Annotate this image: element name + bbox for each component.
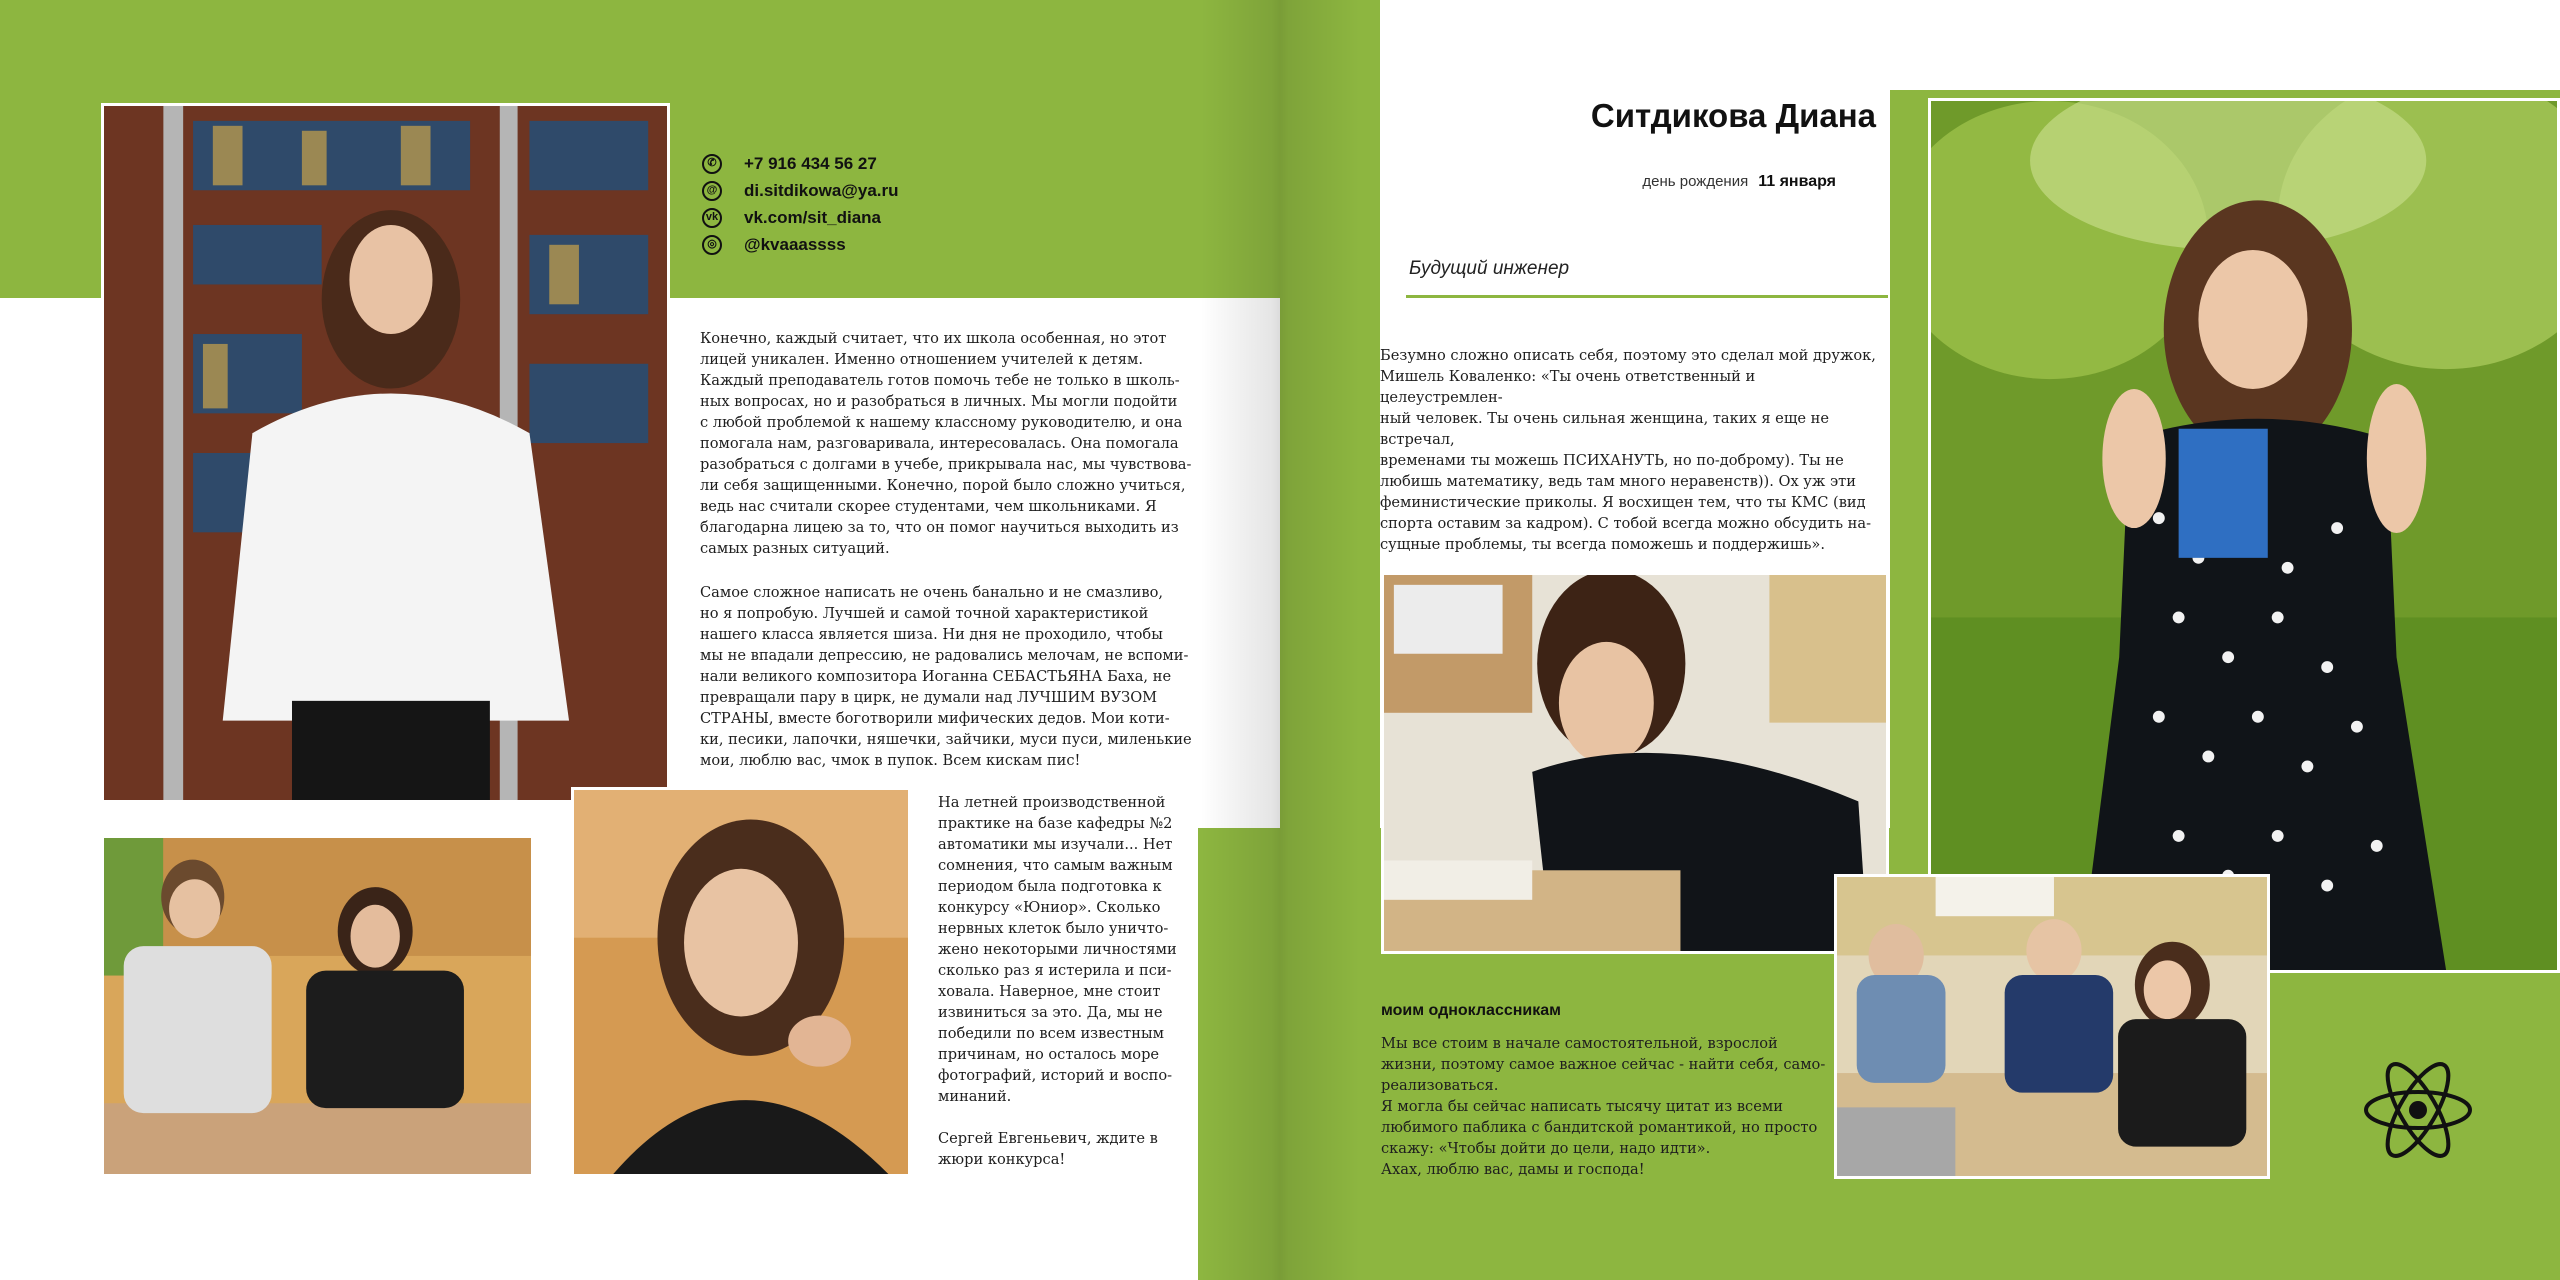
email-icon: @ (702, 181, 722, 201)
closing-note-text: Сергей Евгеньевич, ждите в жюри конкурса! (938, 1130, 1158, 1168)
contact-phone[interactable] (702, 150, 899, 177)
classmates-desk-photo (101, 835, 534, 1177)
thinking-girl-photo (1381, 572, 1889, 954)
birthday (1642, 173, 1836, 191)
practice-story-text: На летней производственной практике на базе кафедры №2 автоматики мы изучали... Нет сомнения, что самым важным периодом была подготовка к конкурсу «Юниор». Сколько нервных клеток было уничто- жено некоторыми личностями сколько раз я истерила и пси- ховала. Наверное, мне стоит извиниться за это. Да, мы не победили по всем известным причинам, но осталось море фотографий, историй и воспо- минаний. (938, 794, 1177, 1105)
contact-instagram-text[interactable]: @kvaaassss (744, 234, 846, 254)
phone-icon: ✆ (702, 154, 722, 174)
classmates-heading: моим одноклассникам (1381, 1002, 1561, 1019)
profession-underline (1406, 295, 1888, 298)
birthday-label: день рождения (1642, 173, 1749, 190)
contact-email[interactable] (702, 177, 899, 204)
group-desk-photo (1834, 874, 2270, 1179)
atom-icon (2362, 1060, 2474, 1160)
contact-vk[interactable] (702, 204, 899, 231)
girl-with-pen-photo (571, 787, 911, 1177)
library-portrait-photo (101, 103, 670, 803)
outdoor-portrait-photo (1928, 98, 2560, 973)
student-name: Ситдикова Диана (1590, 97, 1876, 134)
right-top-white (1380, 0, 2560, 90)
vk-icon: vk (702, 208, 722, 228)
contacts-list (702, 150, 899, 258)
contact-phone-text[interactable]: +7 916 434 56 27 (744, 153, 877, 173)
contact-vk-text[interactable]: vk.com/sit_diana (744, 207, 882, 227)
contact-instagram[interactable] (702, 231, 899, 258)
class-story-text: Самое сложное написать не очень банально и не смазливо, но я попробую. Лучшей и самой точной характеристикой нашего класса является шиза. Ни дня не проходило, чтобы мы не впадали депрессию, не радовались мелочам, не вспоми- нали великого композитора Иоганна СЕБАСТЬЯНА Баха, не превращали пару в цирк, не думали над ЛУЧШИМ ВУЗОМ СТРАНЫ, вместе боготворили мифических дедов. Мои коти- ки, песики, лапочки, няшечки, зайчики, муси пуси, миленькие мои, люблю вас, чмок в пупок. Всем кискам пис! (700, 584, 1192, 769)
classmates-message-text: Мы все стоим в начале самостоятельной, взрослой жизни, поэтому самое важное сейчас - найти себя, само- реализоваться. Я могла бы сейчас написать тысячу цитат из всеми любимого паблика с бандитской романтикой, но просто скажу: «Чтобы дойти до цели, надо идти». Ахах, люблю вас, дамы и господа! (1381, 1035, 1826, 1178)
contact-email-text[interactable]: di.sitdikowa@ya.ru (744, 180, 899, 200)
school-story-text: Конечно, каждый считает, что их школа особенная, но этот лицей уникален. Именно отношением учителей к детям. Каждый преподаватель готов помочь тебе не только в школь- ных вопросах, но и разобраться в личных. Мы могли подойти с любой проблемой к нашему классному руководителю, и она помогала нам, разговаривала, интересовалась. Она помогала разобраться с долгами в учебе, прикрывала нас, мы чувствова- ли себя защищенными. Конечно, порой было сложно учиться, ведь нас считали скорее студентами, чем школьниками. Я благодарна лицею за то, что он помог научиться выходить из самых разных ситуаций. (700, 330, 1192, 557)
birthday-value: 11 января (1758, 173, 1836, 190)
friend-description-text: Безумно сложно описать себя, поэтому это сделал мой дружок, Мишель Коваленко: «Ты очень ответственный и целеустремлен- ный человек. Ты очень сильная женщина, таких я еще не встречал, временами ты можешь ПСИХАНУТЬ, но по-доброму). Ты не любишь математику, ведь там много неравенств)). Ох уж эти феминистические приколы. Я восхищен тем, что ты КМС (вид спорта оставим за кадром). С тобой всегда можно обсудить на- сущные проблемы, ты всегда поможешь и поддержишь». (1380, 347, 1876, 553)
future-profession: Будущий инженер (1409, 258, 1570, 279)
instagram-icon: ◎ (702, 235, 722, 255)
